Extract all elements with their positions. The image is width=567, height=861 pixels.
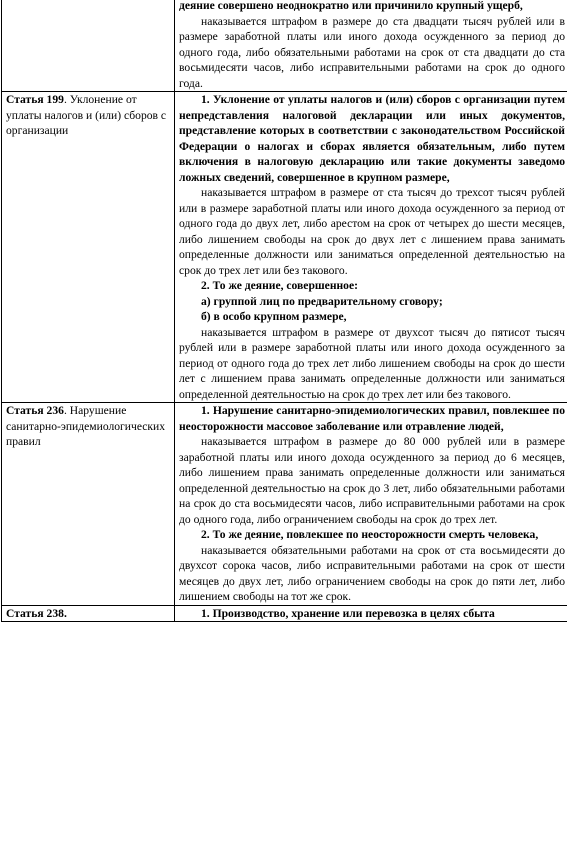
article-name: . Нарушение санитарно-эпидемиологических правил bbox=[6, 404, 166, 448]
law-articles-table bbox=[1, 0, 567, 622]
paragraph: деяние совершено неоднократно или причинило крупный ущерб, bbox=[179, 0, 523, 12]
table-row bbox=[2, 403, 567, 606]
table-row bbox=[2, 605, 567, 622]
article-cell bbox=[2, 403, 175, 606]
text-cell bbox=[175, 92, 567, 403]
article-number: Статья 236 bbox=[6, 404, 64, 417]
document-page bbox=[1, 0, 566, 622]
paragraph: 1. Нарушение санитарно-эпидемиологических правил, повлекшее по неосторожности массовое заболевание или отравление людей, bbox=[179, 404, 565, 433]
article-name: . Уклонение от уплаты налогов и (или) сборов с организации bbox=[6, 93, 167, 137]
text-cell bbox=[175, 605, 567, 622]
paragraph: а) группой лиц по предварительному сговору; bbox=[201, 294, 443, 308]
table-row bbox=[2, 0, 567, 92]
paragraph: наказывается штрафом в размере до ста двадцати тысяч рублей или в размере заработной платы или иного дохода осужденного за период до одного года, либо обязательными работами на срок от ста двадцати до ста восьмидесяти часов, либо исправительными работами на срок до одного года. bbox=[179, 14, 565, 90]
article-title bbox=[6, 606, 172, 622]
text-cell bbox=[175, 403, 567, 606]
paragraph: наказывается штрафом в размере от ста тысяч до трехсот тысяч рублей или в размере заработной платы или иного дохода осужденного за период от одного года до двух лет, либо арестом на срок от четырех до шести месяцев, либо лишением свободы на срок до двух лет с лишением права занимать определенные должности или заниматься определенной деятельностью на срок до трех лет или без такового. bbox=[179, 186, 565, 277]
paragraph: наказывается штрафом в размере от двухсот тысяч до пятисот тысяч рублей или в размере заработной платы или иного дохода осужденного за период от одного года до трех лет либо лишением свободы на срок до шести лет с лишением права занимать определенные должности или заниматься определенной деятельностью на срок до трех лет или без такового. bbox=[179, 325, 565, 401]
article-cell bbox=[2, 0, 175, 92]
paragraph: б) в особо крупном размере, bbox=[201, 310, 347, 323]
paragraph: 2. То же деяние, повлекшее по неосторожности смерть человека, bbox=[201, 528, 539, 541]
article-number: Статья 199 bbox=[6, 93, 64, 106]
paragraph: наказывается обязательными работами на срок от ста восьмидесяти до двухсот сорока часов, либо исправительными работами на срок от шести месяцев до двух лет, либо ограничением свободы на срок до пяти лет, либо лишением свободы на тот же срок. bbox=[179, 543, 565, 603]
paragraph: 2. То же деяние, совершенное: bbox=[201, 279, 358, 292]
article-number: Статья 238. bbox=[6, 606, 67, 620]
paragraph: наказывается штрафом в размере до 80 000 рублей или в размере заработной платы или иного дохода осужденного за период до 6 месяцев, либо лишением права занимать определенные должности или заниматься определенной деятельностью на срок до 3 лет, либо обязательными работами на срок до ста восьмидесяти часов, либо исправительными работами на срок до одного года, либо ограничением свободы на срок до трех лет. bbox=[179, 435, 565, 526]
table-row bbox=[2, 92, 567, 403]
article-title bbox=[6, 92, 172, 139]
paragraph: 1. Уклонение от уплаты налогов и (или) сборов с организации путем непредставления налоговой декларации или иных документов, представление которых в соответствии с законодательством Российской Федерации о налогах и сборах является обязательным, либо путем включения в налоговую декларацию или такие документы заведомо ложных сведений, совершенное в крупном размере, bbox=[179, 93, 565, 184]
text-cell bbox=[175, 0, 567, 92]
article-title bbox=[6, 403, 172, 450]
article-cell bbox=[2, 92, 175, 403]
article-cell bbox=[2, 605, 175, 622]
paragraph: 1. Производство, хранение или перевозка в целях сбыта bbox=[201, 606, 495, 620]
